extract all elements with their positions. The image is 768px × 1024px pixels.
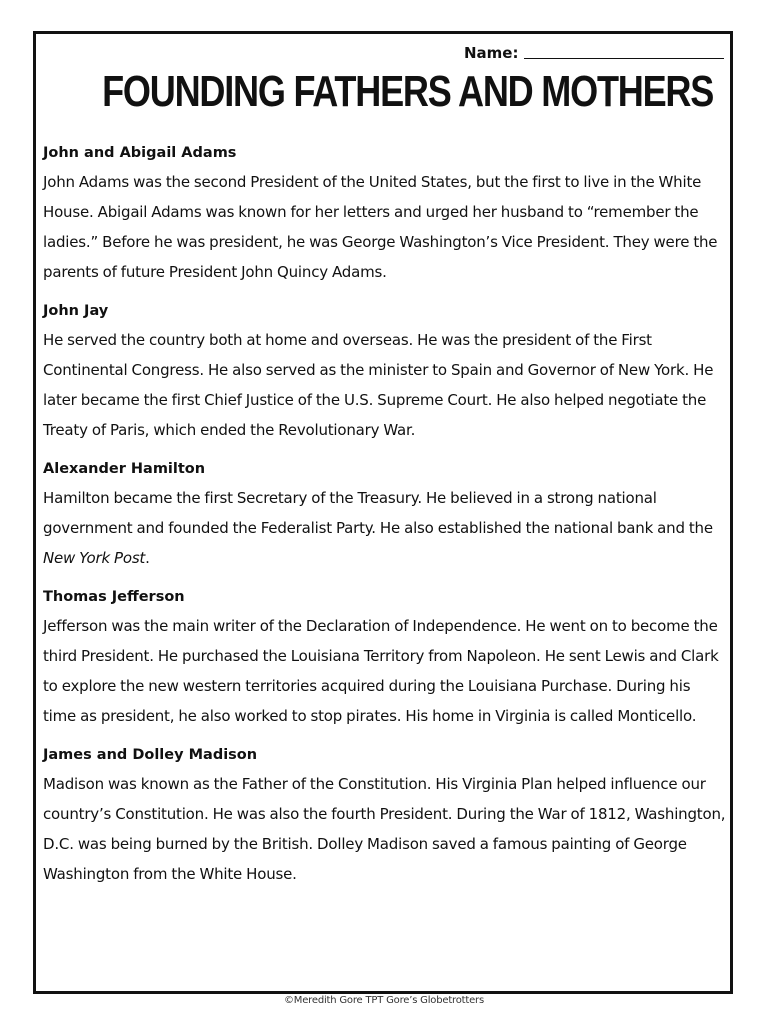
name-blank-line[interactable] [524, 57, 724, 59]
section-heading: Thomas Jefferson [43, 589, 185, 605]
section-heading: John Jay [43, 303, 109, 319]
section-heading: Alexander Hamilton [43, 461, 206, 477]
section-jay [43, 300, 727, 445]
section-madison [43, 744, 727, 889]
section-body-text: Hamilton became the first Secretary of the Treasury. He believed in a strong national government and founded the Federalist Party. He also established the national bank and the [43, 489, 713, 537]
section-body [43, 483, 727, 573]
worksheet-content [43, 142, 727, 902]
section-adams [43, 142, 727, 287]
page-title: FOUNDING FATHERS AND MOTHERS [102, 67, 714, 116]
section-body-end: . [145, 549, 150, 567]
copyright-footer: ©Meredith Gore TPT Gore’s Globetrotters [284, 995, 484, 1006]
section-hamilton [43, 458, 727, 573]
section-body: Jefferson was the main writer of the Declaration of Independence. He went on to become the third President. He purchased the Louisiana Territory from Napoleon. He sent Lewis and Clark to explore the new western territories acquired during the Louisiana Purchase. During his time as president, he also worked to stop pirates. His home in Virginia is called Monticello. [43, 617, 719, 725]
section-body: Madison was known as the Father of the Constitution. His Virginia Plan helped influence our country’s Constitution. He was also the fourth President. During the War of 1812, Washington, D.C. was being burned by the British. Dolley Madison saved a famous painting of George Washington from the White House. [43, 775, 726, 883]
name-field[interactable] [464, 40, 724, 62]
section-heading: James and Dolley Madison [43, 747, 258, 763]
name-label: Name: [464, 44, 519, 62]
section-body: He served the country both at home and overseas. He was the president of the First Continental Congress. He also served as the minister to Spain and Governor of New York. He later became the first Chief Justice of the U.S. Supreme Court. He also helped negotiate the Treaty of Paris, which ended the Revolutionary War. [43, 331, 714, 439]
newspaper-title: New York Post [43, 549, 146, 567]
section-heading: John and Abigail Adams [43, 145, 237, 161]
section-body: John Adams was the second President of the United States, but the first to live in the White House. Abigail Adams was known for her letters and urged her husband to “remember the ladies.” Before he was president, he was George Washington’s Vice President. They were the parents of future President John Quincy Adams. [43, 173, 718, 281]
section-jefferson [43, 586, 727, 731]
